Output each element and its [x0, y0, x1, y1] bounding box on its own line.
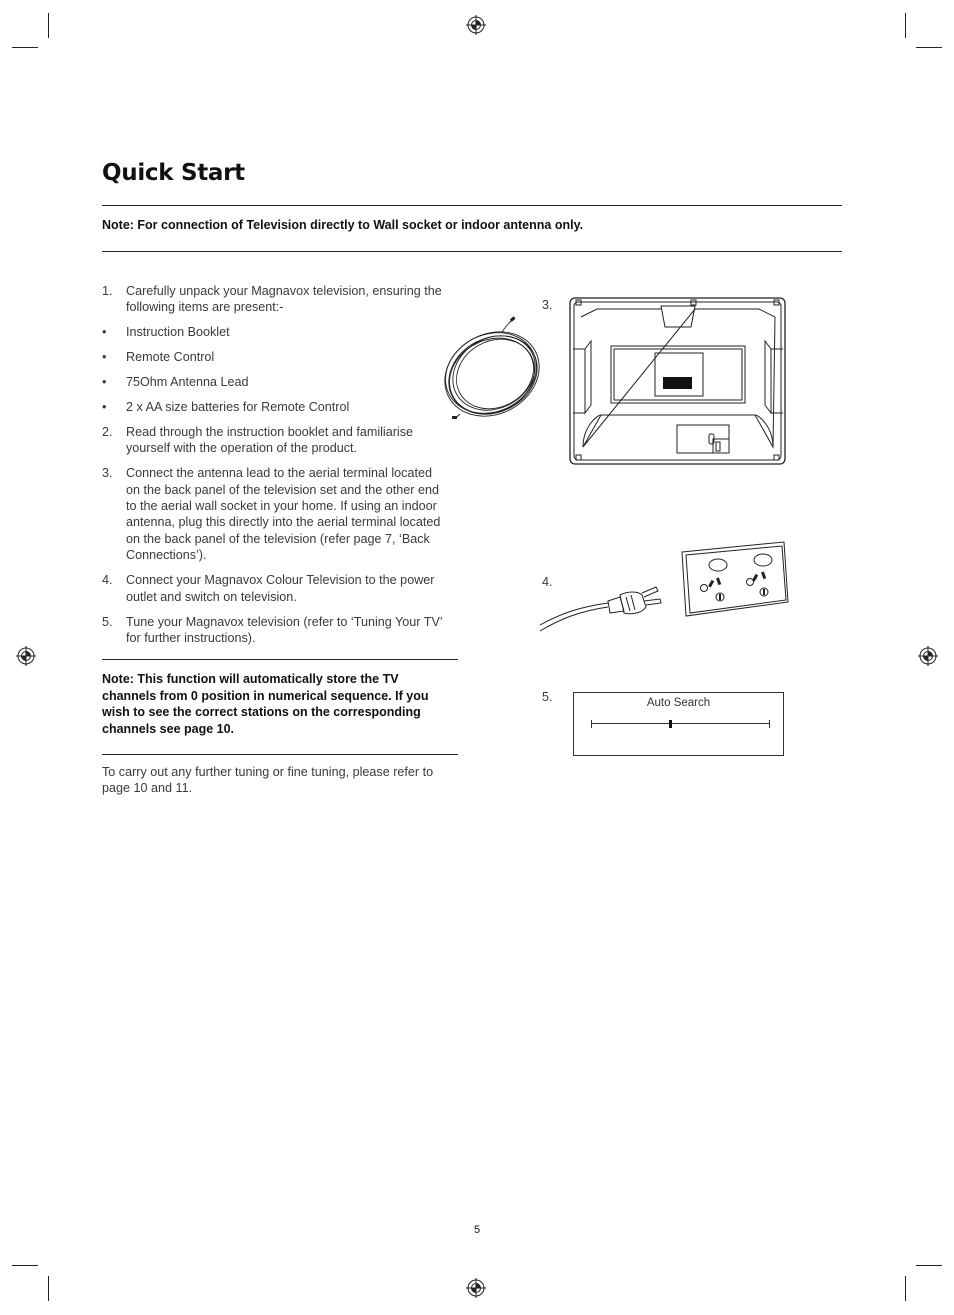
list-item-text: 75Ohm Antenna Lead: [126, 375, 249, 390]
further-tuning-text: To carry out any further tuning or fine tuning, please refer to page 10 and 11.: [102, 765, 434, 796]
function-note-top-rule: [102, 659, 458, 660]
list-item-text: Connect your Magnavox Colour Television to the power outlet and switch on television.: [126, 573, 435, 604]
crop-mark: [48, 1276, 49, 1301]
crop-mark: [916, 47, 942, 48]
figure-5-number: 5.: [542, 690, 553, 704]
crop-mark: [916, 1265, 942, 1266]
title-rule: [102, 205, 842, 206]
auto-search-label: Auto Search: [646, 697, 711, 709]
tv-back-panel-icon: [569, 297, 787, 466]
wall-power-outlet-icon: [680, 540, 790, 618]
list-item: [102, 614, 462, 647]
list-item: [102, 374, 462, 390]
list-item: [102, 424, 462, 457]
list-item-text: Connect the antenna lead to the aerial terminal located on the back panel of the television set and the other end to the aerial wall socket in your home. If using an indoor antenna, plug this directly into the aerial terminal located on the back panel of the television (refer page 7, ‘Back Connections’).: [126, 466, 441, 563]
list-item-text: Tune your Magnavox television (refer to ‘Tuning Your TV’ for further instructions).: [126, 614, 443, 645]
function-note-bottom-rule: [102, 754, 458, 755]
auto-search-panel: [573, 692, 784, 756]
figure-4-number: 4.: [542, 575, 553, 589]
track-end-cap: [769, 720, 770, 728]
list-item-text: 2 x AA size batteries for Remote Control: [126, 400, 350, 415]
registration-mark-icon: [918, 646, 938, 666]
list-item-text: Remote Control: [126, 350, 215, 365]
list-marker: •: [102, 350, 107, 365]
note-rule: [102, 251, 842, 252]
function-note: Note: This function will automatically store the TV channels from 0 position in numerical sequence. If you wish to see the correct stations on the corresponding channels see page 10.: [102, 672, 429, 736]
list-item: [102, 324, 462, 340]
list-marker: 4.: [102, 573, 113, 588]
list-marker: 3.: [102, 466, 113, 481]
auto-search-progress-track: [591, 723, 770, 724]
list-item-text: Read through the instruction booklet and familiarise yourself with the operation of the product.: [126, 424, 414, 456]
list-item-text: Carefully unpack your Magnavox television, ensuring the following items are present:-: [126, 284, 442, 315]
list-marker: 5.: [102, 614, 113, 629]
registration-mark-icon: [466, 1278, 486, 1298]
top-note: Note: For connection of Television directly to Wall socket or indoor antenna only.: [102, 218, 584, 232]
instruction-list: [102, 283, 462, 655]
list-item: [102, 399, 462, 415]
track-start-cap: [591, 720, 592, 728]
list-item: [102, 465, 462, 563]
power-plug-icon: [538, 575, 668, 635]
list-marker: 2.: [102, 424, 113, 439]
crop-mark: [905, 13, 906, 38]
antenna-cable-coil-icon: [440, 318, 546, 422]
list-item-text: Instruction Booklet: [126, 325, 230, 340]
crop-mark: [12, 47, 38, 48]
list-item: [102, 283, 462, 316]
crop-mark: [48, 13, 49, 38]
registration-mark-icon: [16, 646, 36, 666]
list-marker: •: [102, 375, 107, 390]
list-item: [102, 349, 462, 365]
crop-mark: [12, 1265, 38, 1266]
list-item: [102, 572, 462, 605]
list-marker: •: [102, 325, 107, 340]
list-marker: •: [102, 400, 107, 415]
registration-mark-icon: [466, 15, 486, 35]
list-marker: 1.: [102, 284, 113, 298]
figure-3-number: 3.: [542, 298, 553, 312]
auto-search-progress-thumb: [669, 720, 672, 728]
page-number: 5: [473, 1224, 481, 1236]
page-title: Quick Start: [102, 160, 245, 186]
crop-mark: [905, 1276, 906, 1301]
